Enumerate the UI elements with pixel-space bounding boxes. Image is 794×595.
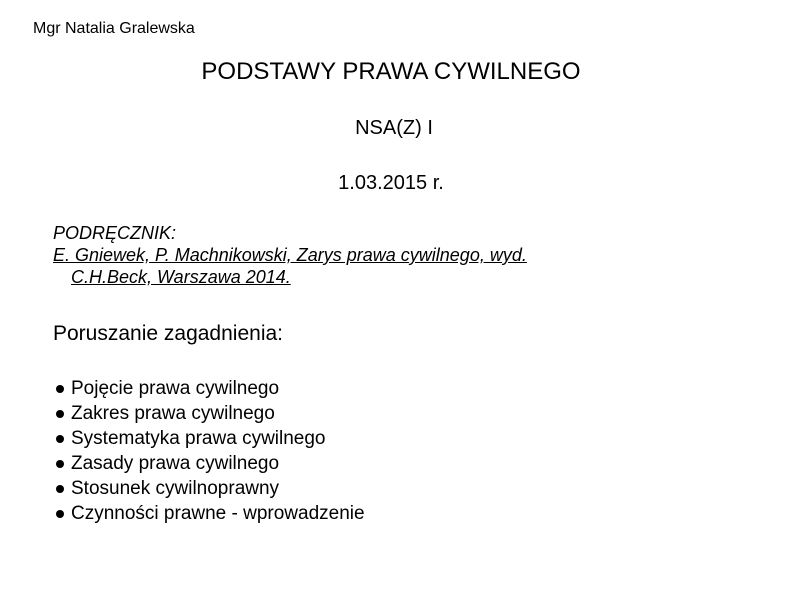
list-item: [53, 376, 365, 401]
list-item-label: Zasady prawa cywilnego: [71, 453, 280, 474]
textbook-section: [53, 222, 527, 288]
bullet-icon: [56, 460, 64, 468]
course-code: NSA(Z) I: [355, 117, 433, 139]
list-item: [53, 501, 365, 526]
bullet-icon: [56, 385, 64, 393]
textbook-citation-line-1: E. Gniewek, P. Machnikowski, Zarys prawa cywilnego, wyd.: [53, 245, 527, 265]
topics-list: [53, 376, 365, 526]
list-item-label: Pojęcie prawa cywilnego: [71, 378, 280, 399]
bullet-icon: [56, 410, 64, 418]
list-item: [53, 476, 365, 501]
list-item: [53, 451, 365, 476]
bullet-icon: [56, 485, 64, 493]
list-item-label: Systematyka prawa cywilnego: [71, 428, 326, 449]
bullet-icon: [56, 435, 64, 443]
textbook-citation-line-2: C.H.Beck, Warszawa 2014.: [71, 267, 291, 287]
author-name: Mgr Natalia Gralewska: [33, 20, 195, 37]
bullet-icon: [56, 510, 64, 518]
list-item: [53, 401, 365, 426]
list-item-label: Czynności prawne - wprowadzenie: [71, 503, 365, 524]
textbook-label: PODRĘCZNIK:: [53, 223, 177, 243]
page-title: PODSTAWY PRAWA CYWILNEGO: [201, 58, 581, 85]
lecture-date: 1.03.2015 r.: [338, 172, 444, 194]
list-item-label: Zakres prawa cywilnego: [71, 403, 275, 424]
list-item-label: Stosunek cywilnoprawny: [71, 478, 280, 499]
topics-heading: Poruszanie zagadnienia:: [53, 322, 283, 345]
list-item: [53, 426, 365, 451]
